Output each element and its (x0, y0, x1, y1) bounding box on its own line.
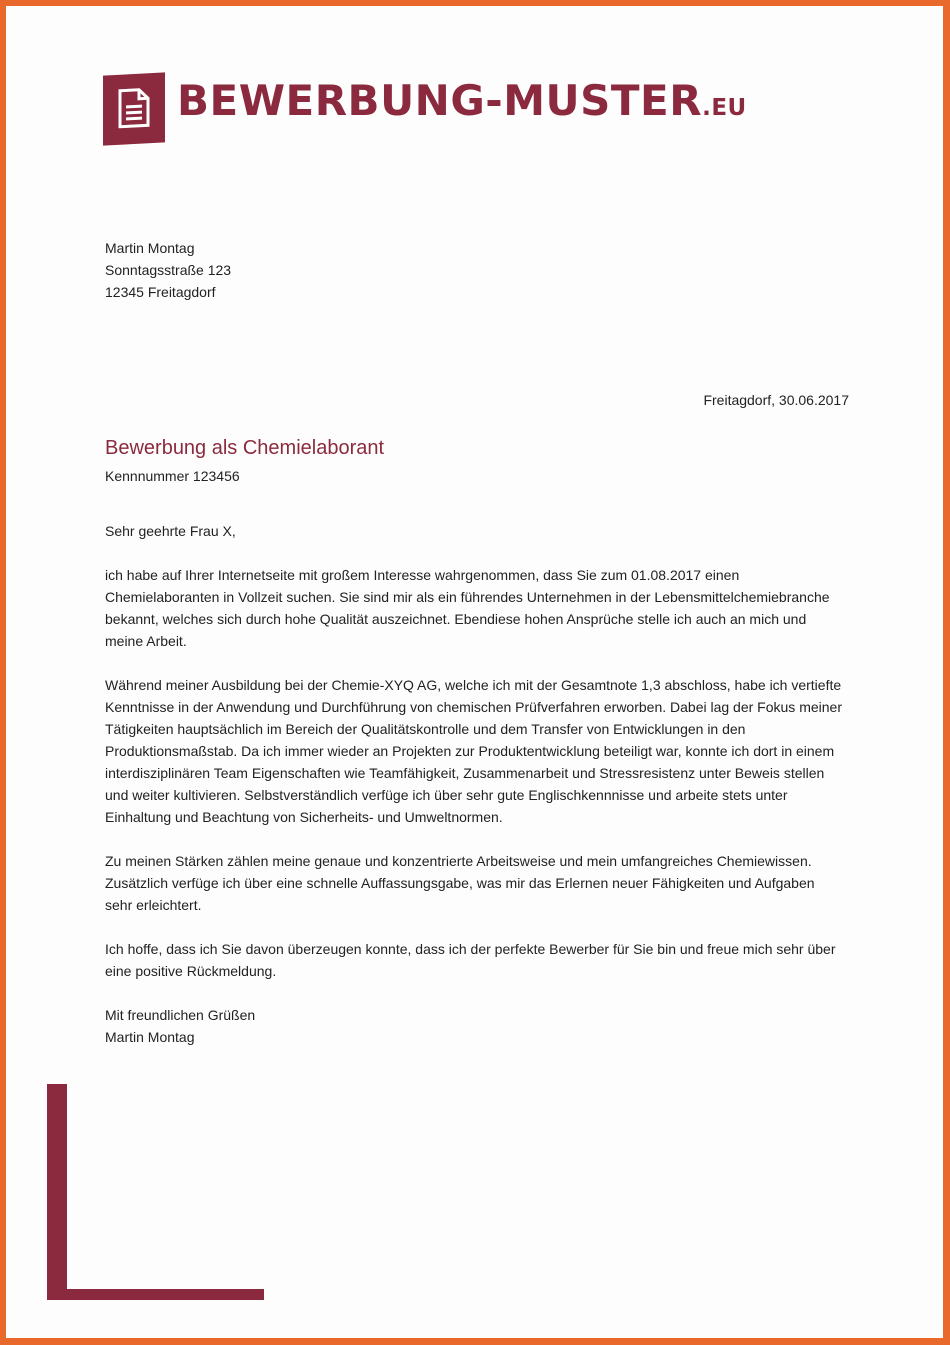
letter-body (105, 520, 845, 1048)
reference-number: Kennnummer 123456 (105, 468, 240, 484)
letter-page (6, 6, 943, 1338)
paragraph-strengths: Zu meinen Stärken zählen meine genaue und konzentrierte Arbeitsweise und mein umfangreiches Chemiewissen. Zusätzlich verfüge ich über eine schnelle Auffassungsgabe, was mir das Erlernen neuer Fähigkeiten und Aufgaben sehr erleichtert. (105, 853, 815, 913)
closing-block (105, 1004, 845, 1048)
signature-name: Martin Montag (105, 1029, 195, 1045)
place-date: Freitagdorf, 30.06.2017 (703, 392, 849, 408)
salutation: Sehr geehrte Frau X, (105, 523, 236, 539)
sender-address (105, 237, 231, 303)
sender-street: Sonntagsstraße 123 (105, 262, 232, 278)
subject-line: Bewerbung als Chemielaborant (105, 437, 385, 459)
paragraph-closing: Ich hoffe, dass ich Sie davon überzeugen konnte, dass ich der perfekte Bewerber für Sie bin und freue mich sehr über eine positive Rückmeldung. (105, 941, 836, 979)
logo-mark (103, 72, 165, 145)
paragraph-education: Während meiner Ausbildung bei der Chemie-XYQ AG, welche ich mit der Gesamtnote 1,3 abschloss, habe ich vertiefte Kenntnisse in der Anwendung und Durchführung von chemischen Prüfverfahren erworben. Dabei lag der Fokus meiner Tätigkeiten hauptsächlich im Bereich der Qualitätskontrolle und dem Transfer von Entwicklungen in den Produktionsmaßstab. Da ich immer wieder an Projekten zur Produktentwicklung beteiligt war, konnte ich dort in einem interdisziplinären Team Eigenschaften wie Teamfähigkeit, Zusammenarbeit und Stressresistenz unter Beweis stellen und weiter kultivieren. Selbstverständlich verfüge ich über sehr gute Englischkennnisse und arbeite stets unter Einhaltung und Beachtung von Sicherheits- und Umweltnormen. (105, 677, 842, 825)
closing-greeting: Mit freundlichen Grüßen (105, 1007, 256, 1023)
brand-wordmark (177, 76, 747, 125)
decorative-bar-horizontal (47, 1289, 264, 1300)
document-icon (117, 87, 151, 129)
paragraph-interest: ich habe auf Ihrer Internetseite mit großem Interesse wahrgenommen, dass Sie zum 01.08.2017 einen Chemielaboranten in Vollzeit suchen. Sie sind mir als ein führendes Unternehmen in der Lebensmittelchemiebranche bekannt, welches sich durch hohe Qualität auszeichnet. Ebendiese hohen Ansprüche stelle ich auch an mich und meine Arbeit. (105, 567, 830, 649)
sender-name: Martin Montag (105, 240, 195, 256)
decorative-bar-vertical (47, 1084, 67, 1300)
sender-city: 12345 Freitagdorf (105, 284, 216, 300)
brand-name: BEWERBUNG-MUSTER (177, 76, 703, 125)
brand-tld: .EU (702, 95, 747, 121)
